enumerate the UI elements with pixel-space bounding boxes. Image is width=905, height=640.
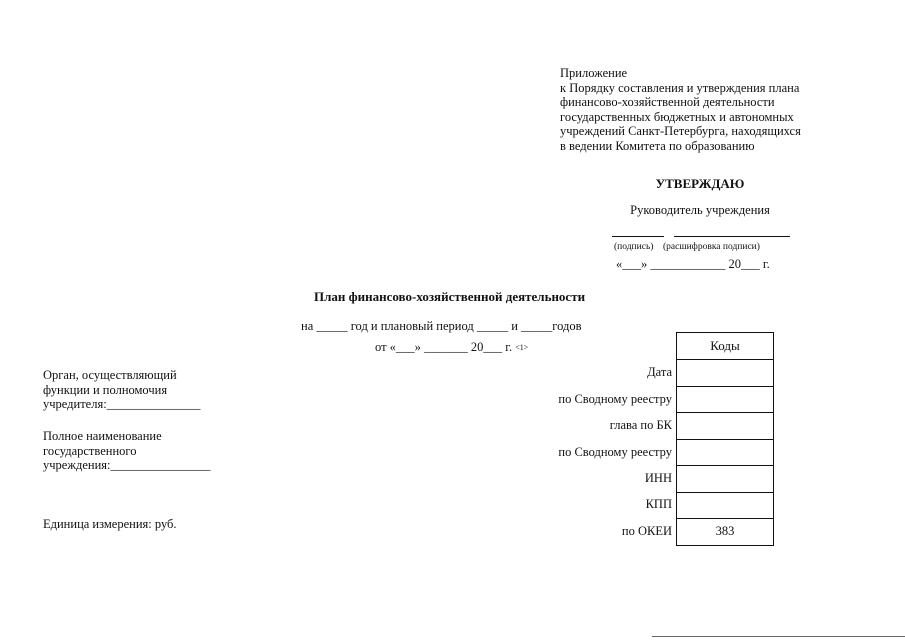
appendix-line: Приложение xyxy=(560,66,628,80)
code-label-registry: по Сводному реестру xyxy=(558,392,672,406)
code-cell-bk-chapter[interactable] xyxy=(677,413,774,440)
code-cell-kpp[interactable] xyxy=(677,492,774,519)
appendix-line: к Порядку составления и утверждения плана xyxy=(560,80,800,95)
approval-date-line: «___» ____________ 20___ г. xyxy=(616,257,770,271)
approval-role: Руководитель учреждения xyxy=(630,203,770,217)
appendix-line: в ведении Комитета по образованию xyxy=(560,138,755,153)
plan-date-line: от «___» _______ 20___ г. xyxy=(375,340,513,354)
founder-line: Орган, осуществляющий xyxy=(43,368,177,382)
signature-caption: (подпись) (расшифровка подписи) xyxy=(614,242,760,252)
codes-table xyxy=(676,332,774,546)
unit-of-measure: Единица измерения: руб. xyxy=(43,517,177,531)
institution-line: Полное наименование xyxy=(43,429,162,443)
code-cell-registry-2[interactable] xyxy=(677,439,774,466)
code-cell-registry[interactable] xyxy=(677,386,774,413)
appendix-line: государственных бюджетных и автономных xyxy=(560,109,794,124)
plan-title: План финансово-хозяйственной деятельности xyxy=(314,289,586,304)
appendix-line: финансово-хозяйственной деятельности xyxy=(560,95,775,110)
institution-line: государственного xyxy=(43,443,137,458)
footnote-ref: <1> xyxy=(515,343,529,352)
institution-line: учреждения:________________ xyxy=(43,458,211,473)
code-label-registry-2: по Сводному реестру xyxy=(558,445,672,459)
approval-heading: УТВЕРЖДАЮ xyxy=(655,176,745,191)
code-cell-okei[interactable]: 383 xyxy=(677,519,774,546)
appendix-line: учреждений Санкт-Петербурга, находящихся xyxy=(560,124,801,139)
founder-field xyxy=(43,368,200,412)
codes-header: Коды xyxy=(677,333,774,360)
founder-line: учредителя:_______________ xyxy=(43,397,201,412)
appendix-block xyxy=(560,66,801,154)
signature-decoding-line xyxy=(674,236,790,237)
page-footer-line xyxy=(652,636,905,637)
code-label-okei: по ОКЕИ xyxy=(621,524,672,538)
signature-line xyxy=(612,236,664,237)
code-label-inn: ИНН xyxy=(644,471,672,485)
code-label-bk-chapter: глава по БК xyxy=(609,418,672,432)
founder-line: функции и полномочия xyxy=(43,382,168,397)
code-label-kpp: КПП xyxy=(645,497,672,511)
code-cell-date[interactable] xyxy=(677,360,774,387)
code-label-date: Дата xyxy=(647,365,672,379)
plan-date xyxy=(375,340,528,355)
plan-period-line: на _____ год и плановый период _____ и _____годов xyxy=(301,319,582,333)
code-cell-inn[interactable] xyxy=(677,466,774,493)
institution-field xyxy=(43,429,210,473)
